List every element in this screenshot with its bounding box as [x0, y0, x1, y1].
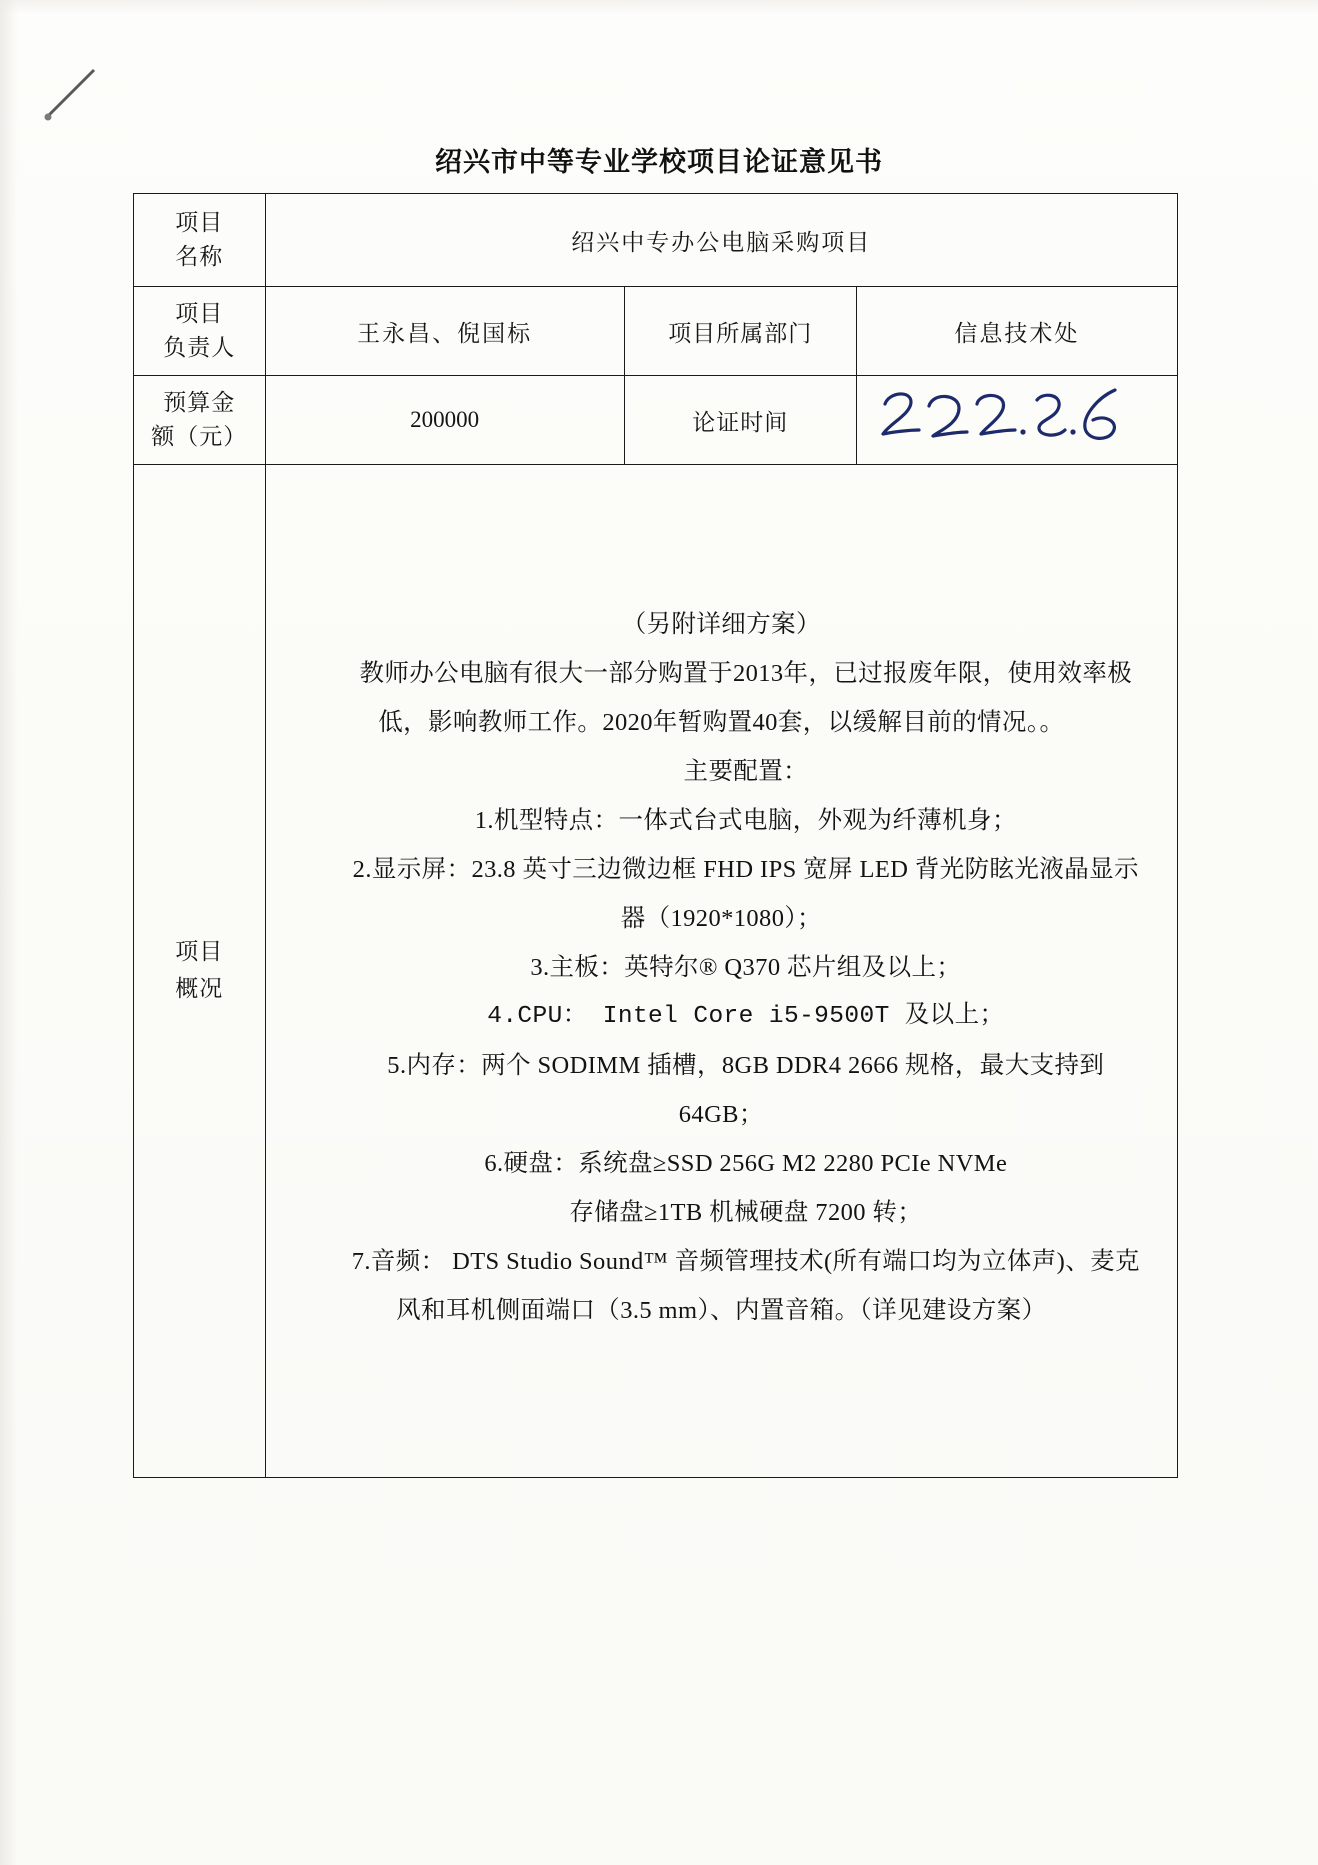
overview-attachment-note: （另附详细方案） — [621, 610, 821, 638]
overview-item-2: 2.显示屏：23.8 英寸三边微边框 FHD IPS 宽屏 LED 背光防眩光液晶显示器（1920*1080）； — [352, 855, 1139, 932]
label-project-owner: 项目 负责人 — [134, 287, 266, 376]
overview-item-3: 3.主板：英特尔® Q370 芯片组及以上； — [530, 953, 962, 981]
overview-item-1: 1.机型特点：一体式台式电脑，外观为纤薄机身； — [474, 806, 1017, 834]
value-review-date-handwritten — [856, 376, 1177, 465]
label-department: 项目所属部门 — [624, 287, 856, 376]
overview-item-6: 6.硬盘：系统盘≥SSD 256G M2 2280 PCIe NVMe — [484, 1149, 1008, 1177]
label-review-date: 论证时间 — [624, 376, 856, 465]
scan-edge-left — [0, 0, 18, 1865]
overview-item-4: 4.CPU： Intel Core i5-9500T 及以上； — [487, 1002, 1005, 1030]
table-row-budget — [134, 376, 1178, 465]
staple-mark-icon — [42, 62, 104, 124]
value-department: 信息技术处 — [856, 287, 1177, 376]
overview-item-8: 7.音频： DTS Studio Sound™ 音频管理技术(所有端口均为立体声)、麦克风和耳机侧面端口（3.5 mm）、内置音箱。（详见建设方案） — [351, 1247, 1140, 1324]
table-row-project-name — [134, 194, 1178, 287]
page-title: 绍兴市中等专业学校项目论证意见书 — [435, 147, 883, 178]
overview-paragraph-1: 教师办公电脑有很大一部分购置于2013年，已过报废年限，使用效率极低，影响教师工作。2020年暂购置40套，以缓解目前的情况。。 — [359, 659, 1133, 736]
value-project-overview — [265, 465, 1177, 1478]
scan-edge-top — [0, 0, 1318, 14]
overview-paragraph-2: 主要配置： — [683, 757, 809, 785]
label-project-overview: 项目 概况 — [134, 465, 266, 1478]
label-budget: 预算金 额（元） — [134, 376, 266, 465]
table-row-owner — [134, 287, 1178, 376]
project-review-form — [133, 193, 1178, 1478]
handwritten-date-mark — [857, 376, 1177, 464]
value-budget: 200000 — [265, 376, 624, 465]
value-project-owner: 王永昌、倪国标 — [265, 287, 624, 376]
value-project-name: 绍兴中专办公电脑采购项目 — [265, 194, 1177, 287]
overview-item-5: 5.内存：两个 SODIMM 插槽，8GB DDR4 2666 规格，最大支持到 64GB； — [387, 1051, 1105, 1128]
label-project-name: 项目 名称 — [134, 194, 266, 287]
overview-item-7: 存储盘≥1TB 机械硬盘 7200 转； — [569, 1198, 923, 1226]
table-row-overview — [134, 465, 1178, 1478]
